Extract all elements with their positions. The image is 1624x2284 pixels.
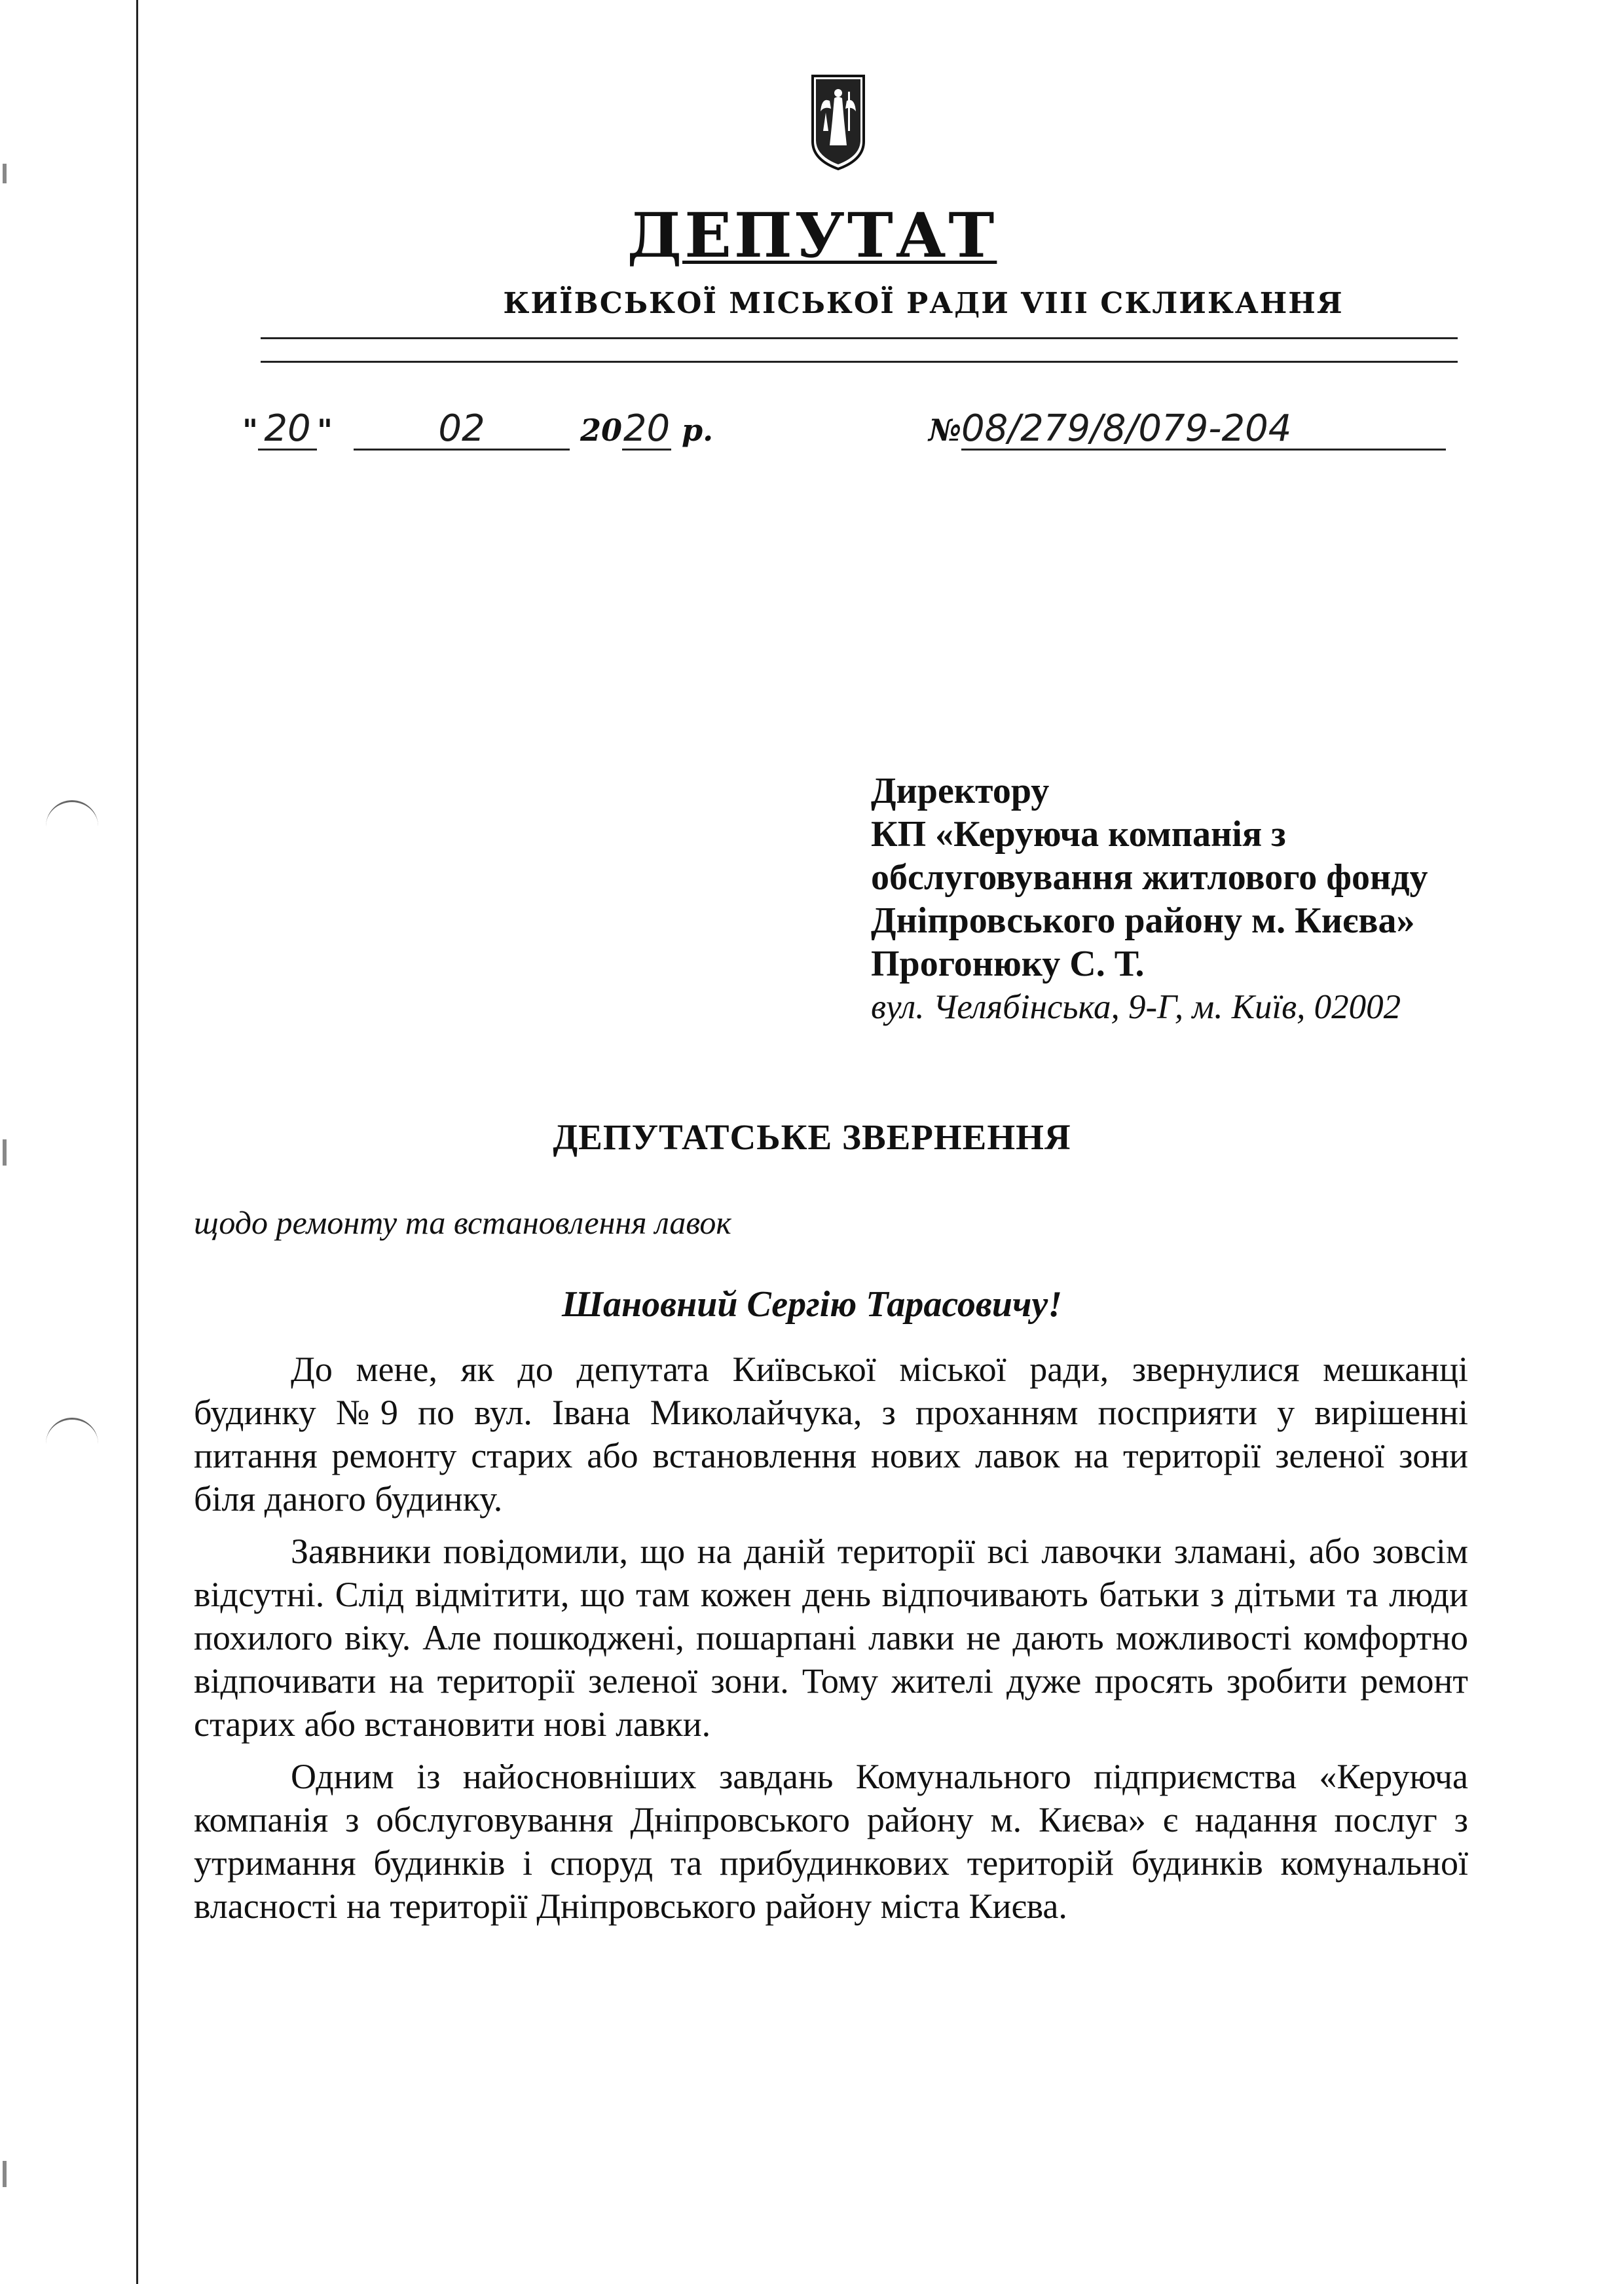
letterhead-rule — [261, 361, 1458, 363]
date-year-postfix: р. — [682, 413, 714, 448]
recipient-line: КП «Керуюча компанія з — [871, 814, 1286, 855]
reference-prefix: № — [929, 413, 961, 448]
date-year-prefix: 20 — [580, 413, 622, 448]
letterhead-rule — [261, 337, 1458, 339]
letter-body — [194, 1348, 1468, 1937]
body-paragraph: До мене, як до депутата Київської міської ради, звернулися мешканці будинку №9 по вул. Івана Миколайчука, з проханням посприяти у вирішенні питання ремонту старих або встановлення нових лавок на території зеленої зони біля даного будинку. — [194, 1350, 1468, 1519]
letterhead-title: ДЕПУТАТ — [627, 200, 997, 272]
body-paragraph: Одним із найосновніших завдань Комунального підприємства «Керуюча компанія з обслуговування Дніпровського району м. Києва» є надання послуг з утримання будинків і споруд та прибудинкових територій будинків комунальної власності на території Дніпровського району міста Києва. — [194, 1757, 1468, 1926]
recipient-line: обслуговування житлового фонду — [871, 857, 1428, 898]
reference-value: 08/279/8/079-204 — [961, 409, 1446, 451]
recipient-address: вул. Челябінська, 9-Г, м. Київ, 02002 — [871, 988, 1401, 1026]
kyiv-coat-of-arms-icon — [810, 73, 866, 172]
date-month: 02 — [354, 409, 570, 451]
reference-number — [929, 409, 1446, 451]
recipient-line: Дніпровського району м. Києва» — [871, 900, 1415, 941]
recipient-block — [871, 769, 1428, 1029]
scan-artifact-dot — [3, 2161, 7, 2187]
scan-artifact-mark — [46, 1418, 98, 1446]
body-paragraph: Заявники повідомили, що на даній території всі лавочки зламані, або зовсім відсутні. Слід відмітити, що там кожен день відпочивають батьки з дітьми та люди похилого віку. Але пошкоджені, пошарпані лавки не дають можливості комфортно відпочивати на території зеленої зони. Тому жителі дуже просять зробити ремонт старих або встановити нові лавки. — [194, 1532, 1468, 1744]
letter-date: " 20 " 02 2020 р. — [242, 407, 714, 450]
scan-artifact-mark — [46, 800, 98, 828]
date-year-suffix: 20 — [623, 407, 671, 450]
recipient-line: Прогонюку С. Т. — [871, 944, 1145, 984]
document-title: ДЕПУТАТСЬКЕ ЗВЕРНЕННЯ — [553, 1117, 1071, 1157]
recipient-line: Директору — [871, 771, 1050, 811]
document-subject: щодо ремонту та встановлення лавок — [194, 1204, 731, 1241]
date-day: 20 — [258, 409, 317, 451]
salutation: Шановний Сергію Тарасовичу! — [561, 1284, 1063, 1325]
letterhead-subtitle: КИЇВСЬКОЇ МІСЬКОЇ РАДИ VIII СКЛИКАННЯ — [503, 287, 1344, 320]
scan-artifact-dot — [3, 164, 7, 183]
